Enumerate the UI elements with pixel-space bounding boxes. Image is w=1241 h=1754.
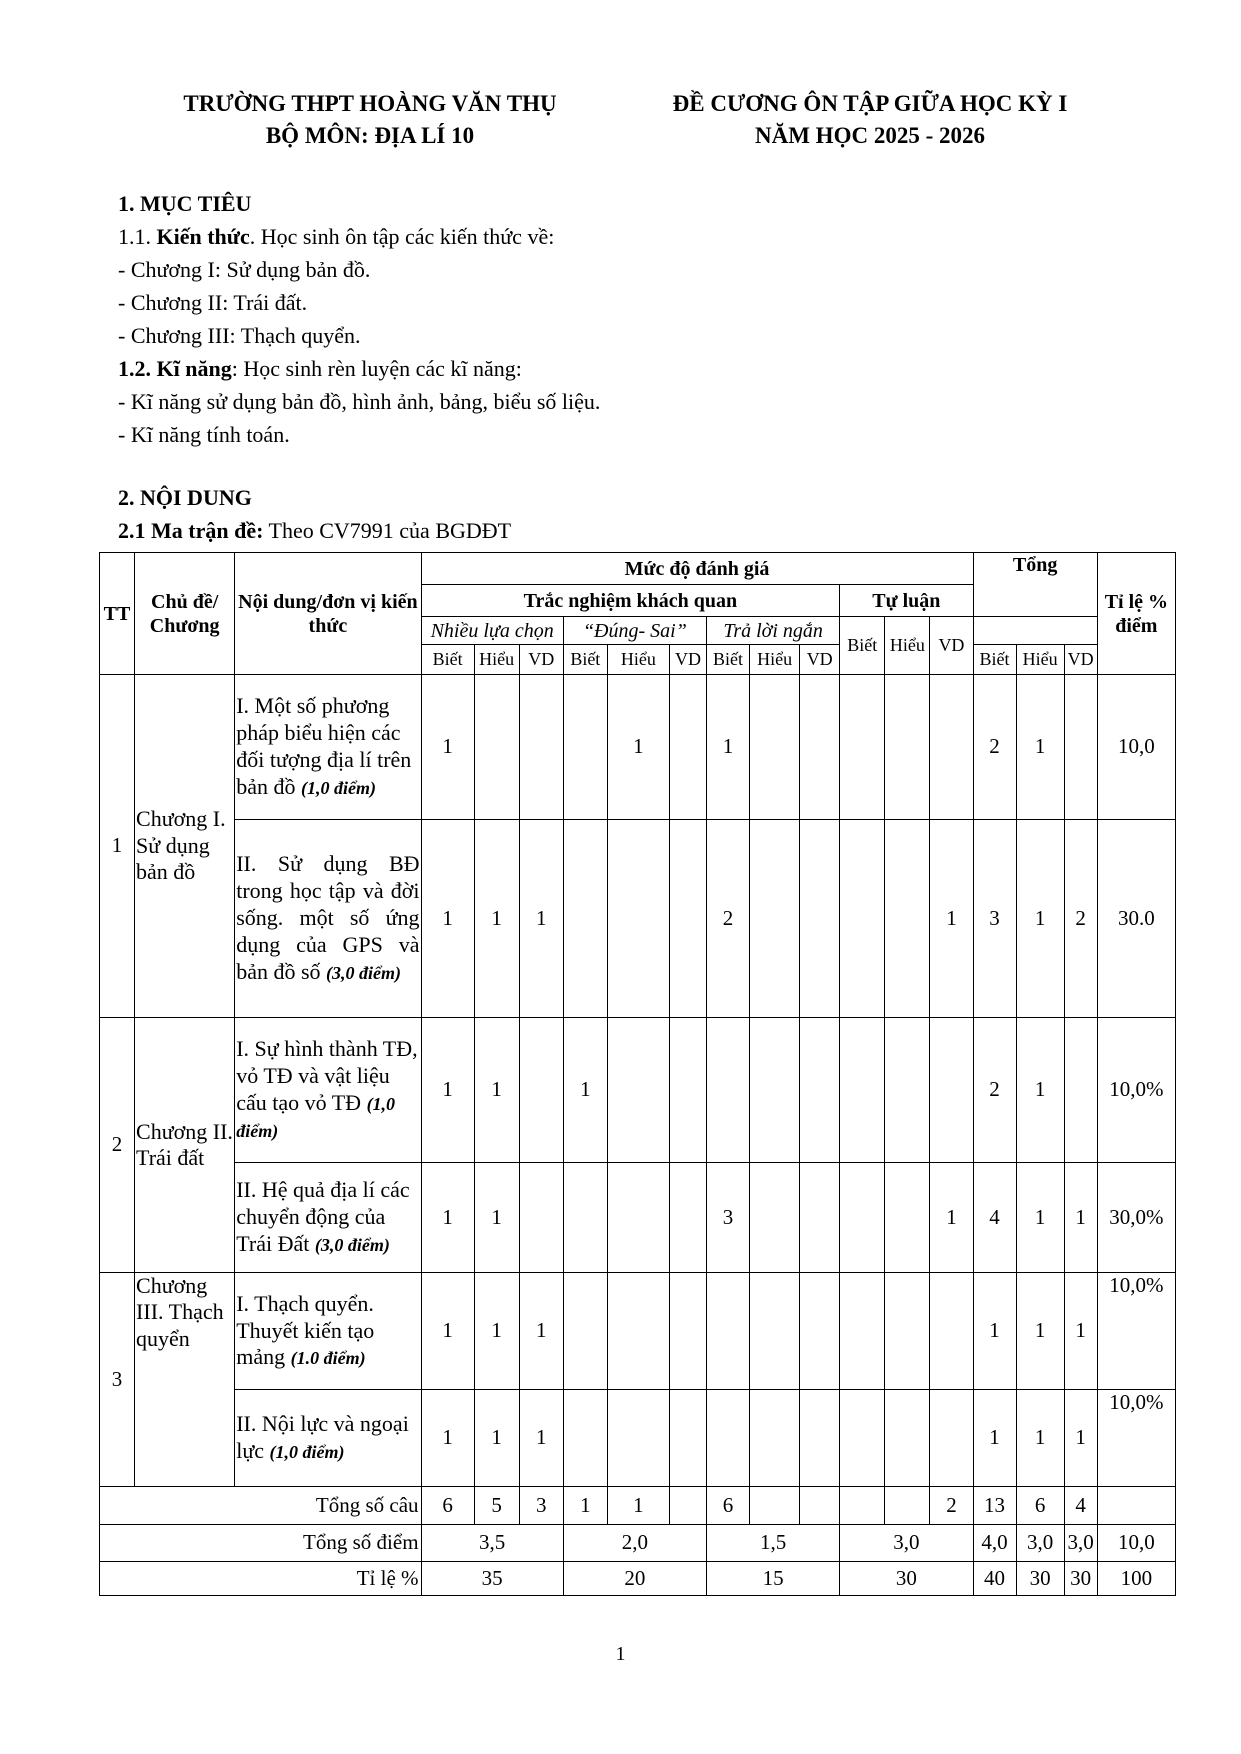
total-points-short: 1,5 [707,1525,840,1562]
cell: 1 [1064,1390,1097,1487]
header-multiple-choice: Nhiều lựa chọn [421,617,563,645]
table-row [100,820,1176,1018]
cell: 6 [1016,1487,1064,1525]
document-title: ĐỀ CƯƠNG ÔN TẬP GIỮA HỌC KỲ I [672,91,1068,116]
cell [840,1487,885,1525]
cell [800,1163,840,1273]
cell [750,820,800,1018]
level-biet: Biết [973,645,1016,675]
total-points-vd: 3,0 [1064,1525,1097,1562]
table-row [100,1163,1176,1273]
header-right [640,88,1100,152]
cell [607,1390,669,1487]
cell: 2 [973,675,1016,820]
content-heading: 2. NỘI DUNG [118,485,252,510]
cell [519,1018,563,1163]
content-unit [235,820,421,1018]
school-name: TRƯỜNG THPT HOÀNG VĂN THỤ [183,91,557,116]
level-vd: VD [800,645,840,675]
cell [800,1390,840,1487]
cell [669,1273,706,1390]
content-unit-points: (3,0 điểm) [326,962,402,983]
total-points-tf: 2,0 [563,1525,706,1562]
skills-text: : Học sinh rèn luyện các kĩ năng: [231,356,522,381]
cell [800,1273,840,1390]
skills-label: 1.2. Kĩ năng [118,356,232,381]
cell: 1 [973,1273,1016,1390]
cell: 1 [1064,1273,1097,1390]
cell [707,1390,750,1487]
cell [800,820,840,1018]
cell [930,675,973,820]
page-number: 1 [615,1643,626,1665]
header-content: Nội dung/đơn vị kiến thức [235,553,421,675]
cell [750,1163,800,1273]
level-biet: Biết [840,617,885,675]
table-row [100,675,1176,820]
cell: 1 [930,1163,973,1273]
cell: 1 [474,1273,519,1390]
knowledge-label: Kiến thức [156,224,250,249]
cell [563,675,607,820]
cell [930,1018,973,1163]
content-unit-text: II. Hệ quả địa lí các chuyển động của Trái Đất [236,1177,410,1256]
cell: 5 [474,1487,519,1525]
matrix-label: 2.1 Ma trận đề: [118,518,264,543]
content-unit [235,1018,421,1163]
cell: 1 [421,675,474,820]
content-unit-points: (1,0 điểm) [269,1442,345,1462]
cell [750,1273,800,1390]
content-unit-text: II. Nội lực và ngoại lực [236,1411,409,1463]
cell: 1 [1016,820,1064,1018]
cell [519,1163,563,1273]
level-vd: VD [519,645,563,675]
cell [707,1018,750,1163]
cell [885,1487,930,1525]
cell [1064,675,1097,820]
cell [669,1018,706,1163]
cell [840,1390,885,1487]
cell [474,675,519,820]
cell [563,1390,607,1487]
level-vd: VD [1064,645,1097,675]
matrix-body [100,675,1176,1487]
ratio-cell: 10,0% [1097,1273,1175,1390]
knowledge-text: . Học sinh ôn tập các kiến thức về: [249,224,555,249]
cell: 1 [563,1018,607,1163]
table-row [100,1273,1176,1390]
cell [930,1390,973,1487]
cell [669,1163,706,1273]
knowledge-line [118,220,600,253]
knowledge-item: - Chương III: Thạch quyển. [118,323,361,348]
cell: 1 [474,1163,519,1273]
cell: 6 [421,1487,474,1525]
chapter-number: 1 [100,675,135,1018]
cell [750,1487,800,1525]
cell [563,1163,607,1273]
level-hieu: Hiểu [1016,645,1064,675]
ratio-cell: 10,0 [1097,675,1175,820]
cell: 1 [1016,1273,1064,1390]
cell: 4 [1064,1487,1097,1525]
cell [750,1018,800,1163]
header-assessment-level: Mức độ đánh giá [421,553,973,585]
ratio-tf: 20 [563,1562,706,1596]
cell: 6 [707,1487,750,1525]
total-points-label: Tổng số điểm [100,1525,422,1562]
ratio-essay: 30 [840,1562,973,1596]
total-questions-label: Tổng số câu [100,1487,422,1525]
ratio-cell: 30.0 [1097,820,1175,1018]
header-total-spacer [973,617,1097,645]
content-unit-points: (1.0 điểm) [290,1348,366,1369]
content-unit-text: I. Một số phương pháp biểu hiện các đối tượng địa lí trên bản đồ [236,693,412,799]
header-tt: TT [100,553,135,675]
level-hieu: Hiểu [474,645,519,675]
content-unit-points: (1,0 điểm) [236,1094,396,1141]
cell [800,675,840,820]
content-section [118,481,511,547]
cell: 1 [421,1018,474,1163]
cell [840,1018,885,1163]
cell [885,1163,930,1273]
cell [669,675,706,820]
cell [607,1163,669,1273]
cell [800,1487,840,1525]
header-topic: Chủ đề/ Chương [135,553,235,675]
cell: 2 [930,1487,973,1525]
level-hieu: Hiểu [750,645,800,675]
cell: 1 [519,820,563,1018]
cell: 2 [707,820,750,1018]
cell [885,675,930,820]
cell: 1 [1016,1163,1064,1273]
cell [563,1273,607,1390]
cell [669,820,706,1018]
cell: 1 [973,1390,1016,1487]
chapter-name: Chương II. Trái đất [135,1018,235,1273]
ratio-biet: 40 [973,1562,1016,1596]
cell [1097,1487,1175,1525]
cell: 3 [707,1163,750,1273]
content-unit [235,1273,421,1390]
cell [800,1018,840,1163]
chapter-number: 2 [100,1018,135,1273]
header-essay: Tự luận [840,585,973,617]
content-unit [235,1390,421,1487]
table-row [100,1018,1176,1163]
cell: 1 [1016,1390,1064,1487]
matrix-totals [100,1487,1176,1596]
knowledge-item: - Chương I: Sử dụng bản đồ. [118,257,371,282]
cell: 1 [707,675,750,820]
total-points-hieu: 3,0 [1016,1525,1064,1562]
total-points-mc: 3,5 [421,1525,563,1562]
level-vd: VD [930,617,973,675]
cell: 3 [519,1487,563,1525]
content-unit-text: I. Sự hình thành TĐ, vỏ TĐ và vật liệu cấu tạo vỏ TĐ [236,1036,418,1115]
cell: 1 [563,1487,607,1525]
skills-item: - Kĩ năng sử dụng bản đồ, hình ảnh, bảng, biểu số liệu. [118,389,601,414]
ratio-cell: 10,0% [1097,1390,1175,1487]
cell [885,1390,930,1487]
cell: 1 [930,820,973,1018]
cell [669,1390,706,1487]
cell [1064,1018,1097,1163]
ratio-short: 15 [707,1562,840,1596]
ratio-vd: 30 [1064,1562,1097,1596]
skills-line [118,352,600,385]
cell [840,1273,885,1390]
total-points-biet: 4,0 [973,1525,1016,1562]
cell [840,1163,885,1273]
knowledge-prefix: 1.1. [118,224,157,249]
ratio-mc: 35 [421,1562,563,1596]
header-left [150,88,590,152]
matrix-line [118,514,511,547]
ratio-hieu: 30 [1016,1562,1064,1596]
table-row [100,1390,1176,1487]
cell: 2 [973,1018,1016,1163]
cell: 3 [973,820,1016,1018]
total-points-essay: 3,0 [840,1525,973,1562]
level-hieu: Hiểu [607,645,669,675]
header-ratio: Tỉ lệ % điểm [1097,553,1175,675]
cell [750,1390,800,1487]
cell [840,675,885,820]
cell [707,1273,750,1390]
level-biet: Biết [563,645,607,675]
cell [607,1273,669,1390]
cell [669,1487,706,1525]
cell: 1 [474,1390,519,1487]
cell: 1 [421,1163,474,1273]
cell: 1 [519,1273,563,1390]
content-unit-points: (1,0 điểm) [300,777,376,798]
cell: 2 [1064,820,1097,1018]
content-unit-points: (3,0 điểm) [314,1234,390,1255]
school-year: NĂM HỌC 2025 - 2026 [755,123,985,148]
header-short-answer: Trả lời ngắn [707,617,840,645]
chapter-number: 3 [100,1273,135,1487]
cell [930,1273,973,1390]
cell: 1 [421,1273,474,1390]
level-biet: Biết [707,645,750,675]
cell: 1 [1064,1163,1097,1273]
cell: 1 [421,820,474,1018]
cell [885,1273,930,1390]
chapter-name: Chương I. Sử dụng bản đồ [135,675,235,1018]
content-unit-text: II. Sử dụng BĐ trong học tập và đời sống. một số ứng dụng của GPS và bản đồ số [236,851,420,984]
cell: 13 [973,1487,1016,1525]
cell [840,820,885,1018]
matrix-text: Theo CV7991 của BGDĐT [263,518,512,543]
objectives-section [118,187,600,451]
cell [750,675,800,820]
cell [607,1018,669,1163]
department: BỘ MÔN: ĐỊA LÍ 10 [265,123,475,148]
header-true-false: “Đúng- Sai” [563,617,706,645]
level-vd: VD [669,645,706,675]
cell [607,820,669,1018]
level-hieu: Hiểu [885,617,930,675]
content-unit-text: I. Thạch quyển. Thuyết kiến tạo mảng [236,1290,375,1370]
cell [563,820,607,1018]
header-objective: Trắc nghiệm khách quan [421,585,840,617]
cell [885,1018,930,1163]
cell: 4 [973,1163,1016,1273]
ratio-total: 100 [1097,1562,1175,1596]
cell: 1 [474,820,519,1018]
knowledge-item: - Chương II: Trái đất. [118,290,308,315]
content-unit [235,1163,421,1273]
cell: 1 [1016,675,1064,820]
header-total: Tổng [973,553,1097,617]
cell: 1 [607,1487,669,1525]
cell: 1 [607,675,669,820]
cell: 1 [519,1390,563,1487]
objectives-heading: 1. MỤC TIÊU [118,191,252,216]
cell: 1 [1016,1018,1064,1163]
ratio-cell: 10,0% [1097,1018,1175,1163]
cell [519,675,563,820]
skills-item: - Kĩ năng tính toán. [118,422,290,447]
ratio-label: Tỉ lệ % [100,1562,422,1596]
cell: 1 [474,1018,519,1163]
cell: 1 [421,1390,474,1487]
chapter-name: Chương III. Thạch quyển [135,1273,235,1487]
content-unit [235,675,421,820]
ratio-cell: 30,0% [1097,1163,1175,1273]
level-biet: Biết [421,645,474,675]
total-points-ratio: 10,0 [1097,1525,1175,1562]
cell [885,820,930,1018]
assessment-matrix-table [99,552,1176,1596]
